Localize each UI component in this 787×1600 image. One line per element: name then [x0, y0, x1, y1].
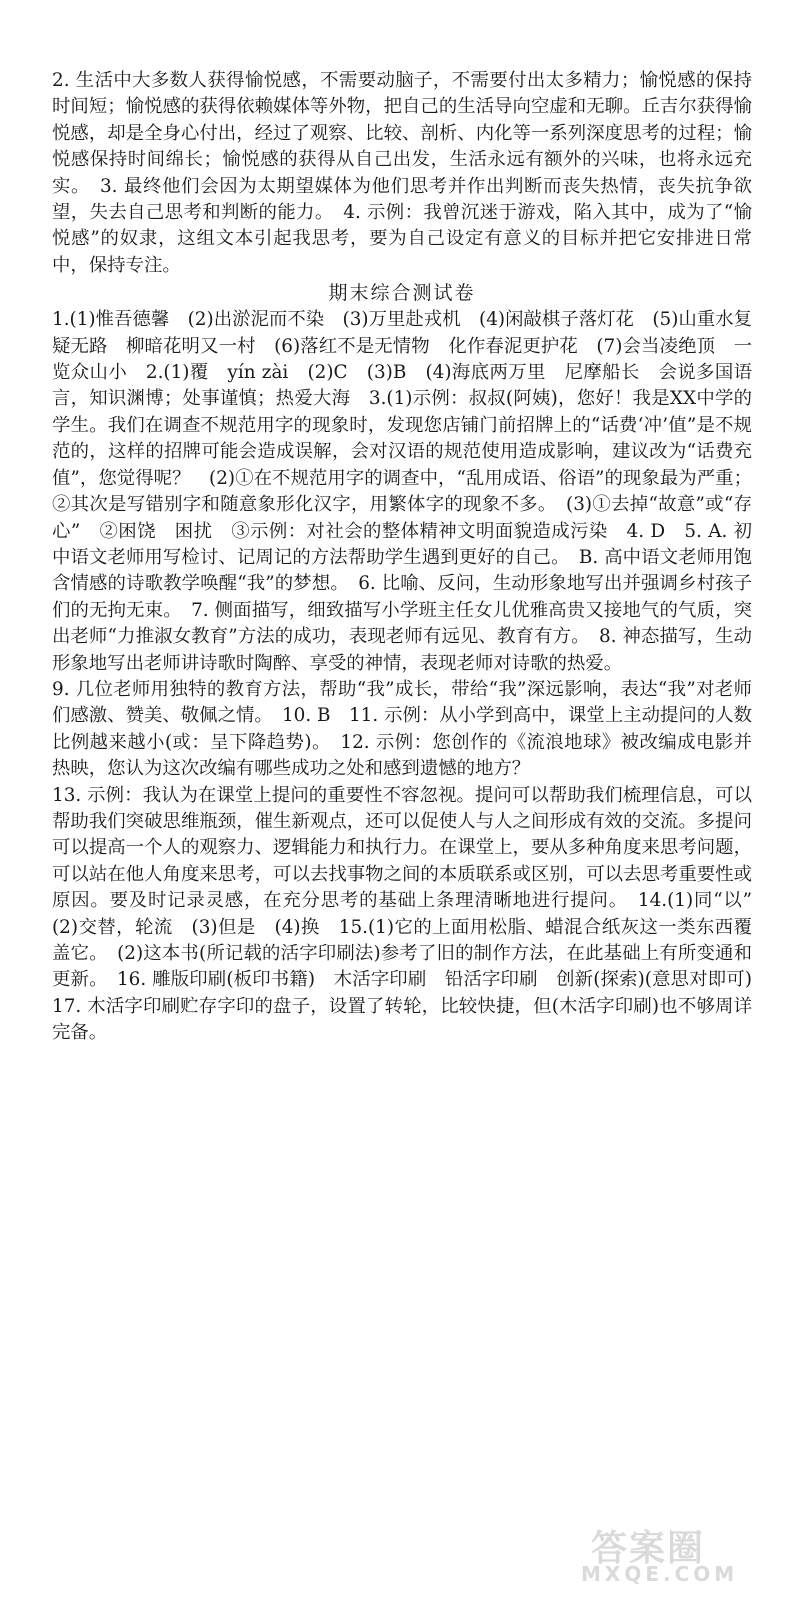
answer-page: [52, 68, 771, 1047]
answers-paragraph: 1.(1)惟吾德馨 (2)出淤泥而不染 (3)万里赴戎机 (4)闲敲棋子落灯花 (5)山重水复疑无路 柳暗花明又一村 (6)落红不是无情物 化作春泥更护花 (7)会当凌绝顶 一览众山小 2.(1)覆 yín zài (2)C (3)B (4)海底两万里 尼摩船长 会说多国语言，知识渊博；处事谨慎；热爱大海 3.(1)示例：叔叔(阿姨)，您好！我是XX中学的学生。我们在调查不规范用字的现象时，发现您店铺门前招牌上的“话费‘冲’值”是不规范的，这样的招牌可能会造成误解，会对汉语的规范使用造成影响，建议改为“话费充值”，您觉得呢？ (2)①在不规范用字的调查中，“乱用成语、俗语”的现象最为严重；②其次是写错别字和随意象形化汉字，用繁体字的现象不多。 (3)①去掉“故意”或“存心” ②困饶 困扰 ③示例：对社会的整体精神文明面貌造成污染 4. D 5. A. 初中语文老师用写检讨、记周记的方法帮助学生遇到更好的自己。 B. 高中语文老师用饱含情感的诗歌教学唤醒“我”的梦想。 6. 比喻、反问，生动形象地写出并强调乡村孩子们的无拘无束。 7. 侧面描写，细致描写小学班主任女儿优雅高贵又接地气的气质，突出老师“力推淑女教育”方法的成功，表现老师有远见、教育有方。 8. 神态描写，生动形象地写出老师讲诗歌时陶醉、享受的神情，表现老师对诗歌的热爱。: [52, 309, 752, 674]
answers-paragraph: 9. 几位老师用独特的教育方法，帮助“我”成长，带给“我”深远影响，表达“我”对老师们感激、赞美、敬佩之情。 10. B 11. 示例：从小学到高中，课堂上主动提问的人数比例越来越小(或：呈下降趋势)。 12. 示例：您创作的《流浪地球》被改编成电影并热映，您认为这次改编有哪些成功之处和感到遗憾的地方？: [52, 678, 752, 780]
intro-paragraph: 2. 生活中大多数人获得愉悦感，不需要动脑子，不需要付出太多精力；愉悦感的保持时间短；愉悦感的获得依赖媒体等外物，把自己的生活导向空虚和无聊。丘吉尔获得愉悦感，却是全身心付出，经过了观察、比较、剖析、内化等一系列深度思考的过程；愉悦感保持时间绵长；愉悦感的获得从自己出发，生活永远有额外的兴味，也将永远充实。 3. 最终他们会因为太期望媒体为他们思考并作出判断而丧失热情，丧失抗争欲望，失去自己思考和判断的能力。 4. 示例：我曾沉迷于游戏，陷入其中，成为了“愉悦感”的奴隶，这组文本引起我思考，要为自己设定有意义的目标并把它安排进日常中，保持专注。: [52, 70, 752, 276]
section-title: 期末综合测试卷: [328, 282, 476, 305]
answers-paragraph: 13. 示例：我认为在课堂上提问的重要性不容忽视。提问可以帮助我们梳理信息，可以帮助我们突破思维瓶颈，催生新观点，还可以促使人与人之间形成有效的交流。多提问可以提高一个人的观察力、逻辑能力和执行力。在课堂上，要从多种角度来思考问题，可以站在他人角度来思考，可以去找事物之间的本质联系或区别，可以去思考重要性或原因。要及时记录灵感，在充分思考的基础上条理清晰地进行提问。 14.(1)同“以” (2)交替，轮流 (3)但是 (4)换 15.(1)它的上面用松脂、蜡混合纸灰这一类东西覆盖它。 (2)这本书(所记载的活字印刷法)参考了旧的制作方法，在此基础上有所变通和更新。 16. 雕版印刷(板印书籍) 木活字印刷 铅活字印刷 创新(探索)(意思对即可) 17. 木活字印刷贮存字印的盘子，设置了转轮，比较快捷，但(木活字印刷)也不够周详完备。: [52, 784, 771, 1044]
watermark-bottom-text: MXQE.COM: [581, 1562, 739, 1586]
watermark-top-text: 答案圈: [591, 1528, 706, 1569]
watermark-logo: [573, 1520, 763, 1586]
